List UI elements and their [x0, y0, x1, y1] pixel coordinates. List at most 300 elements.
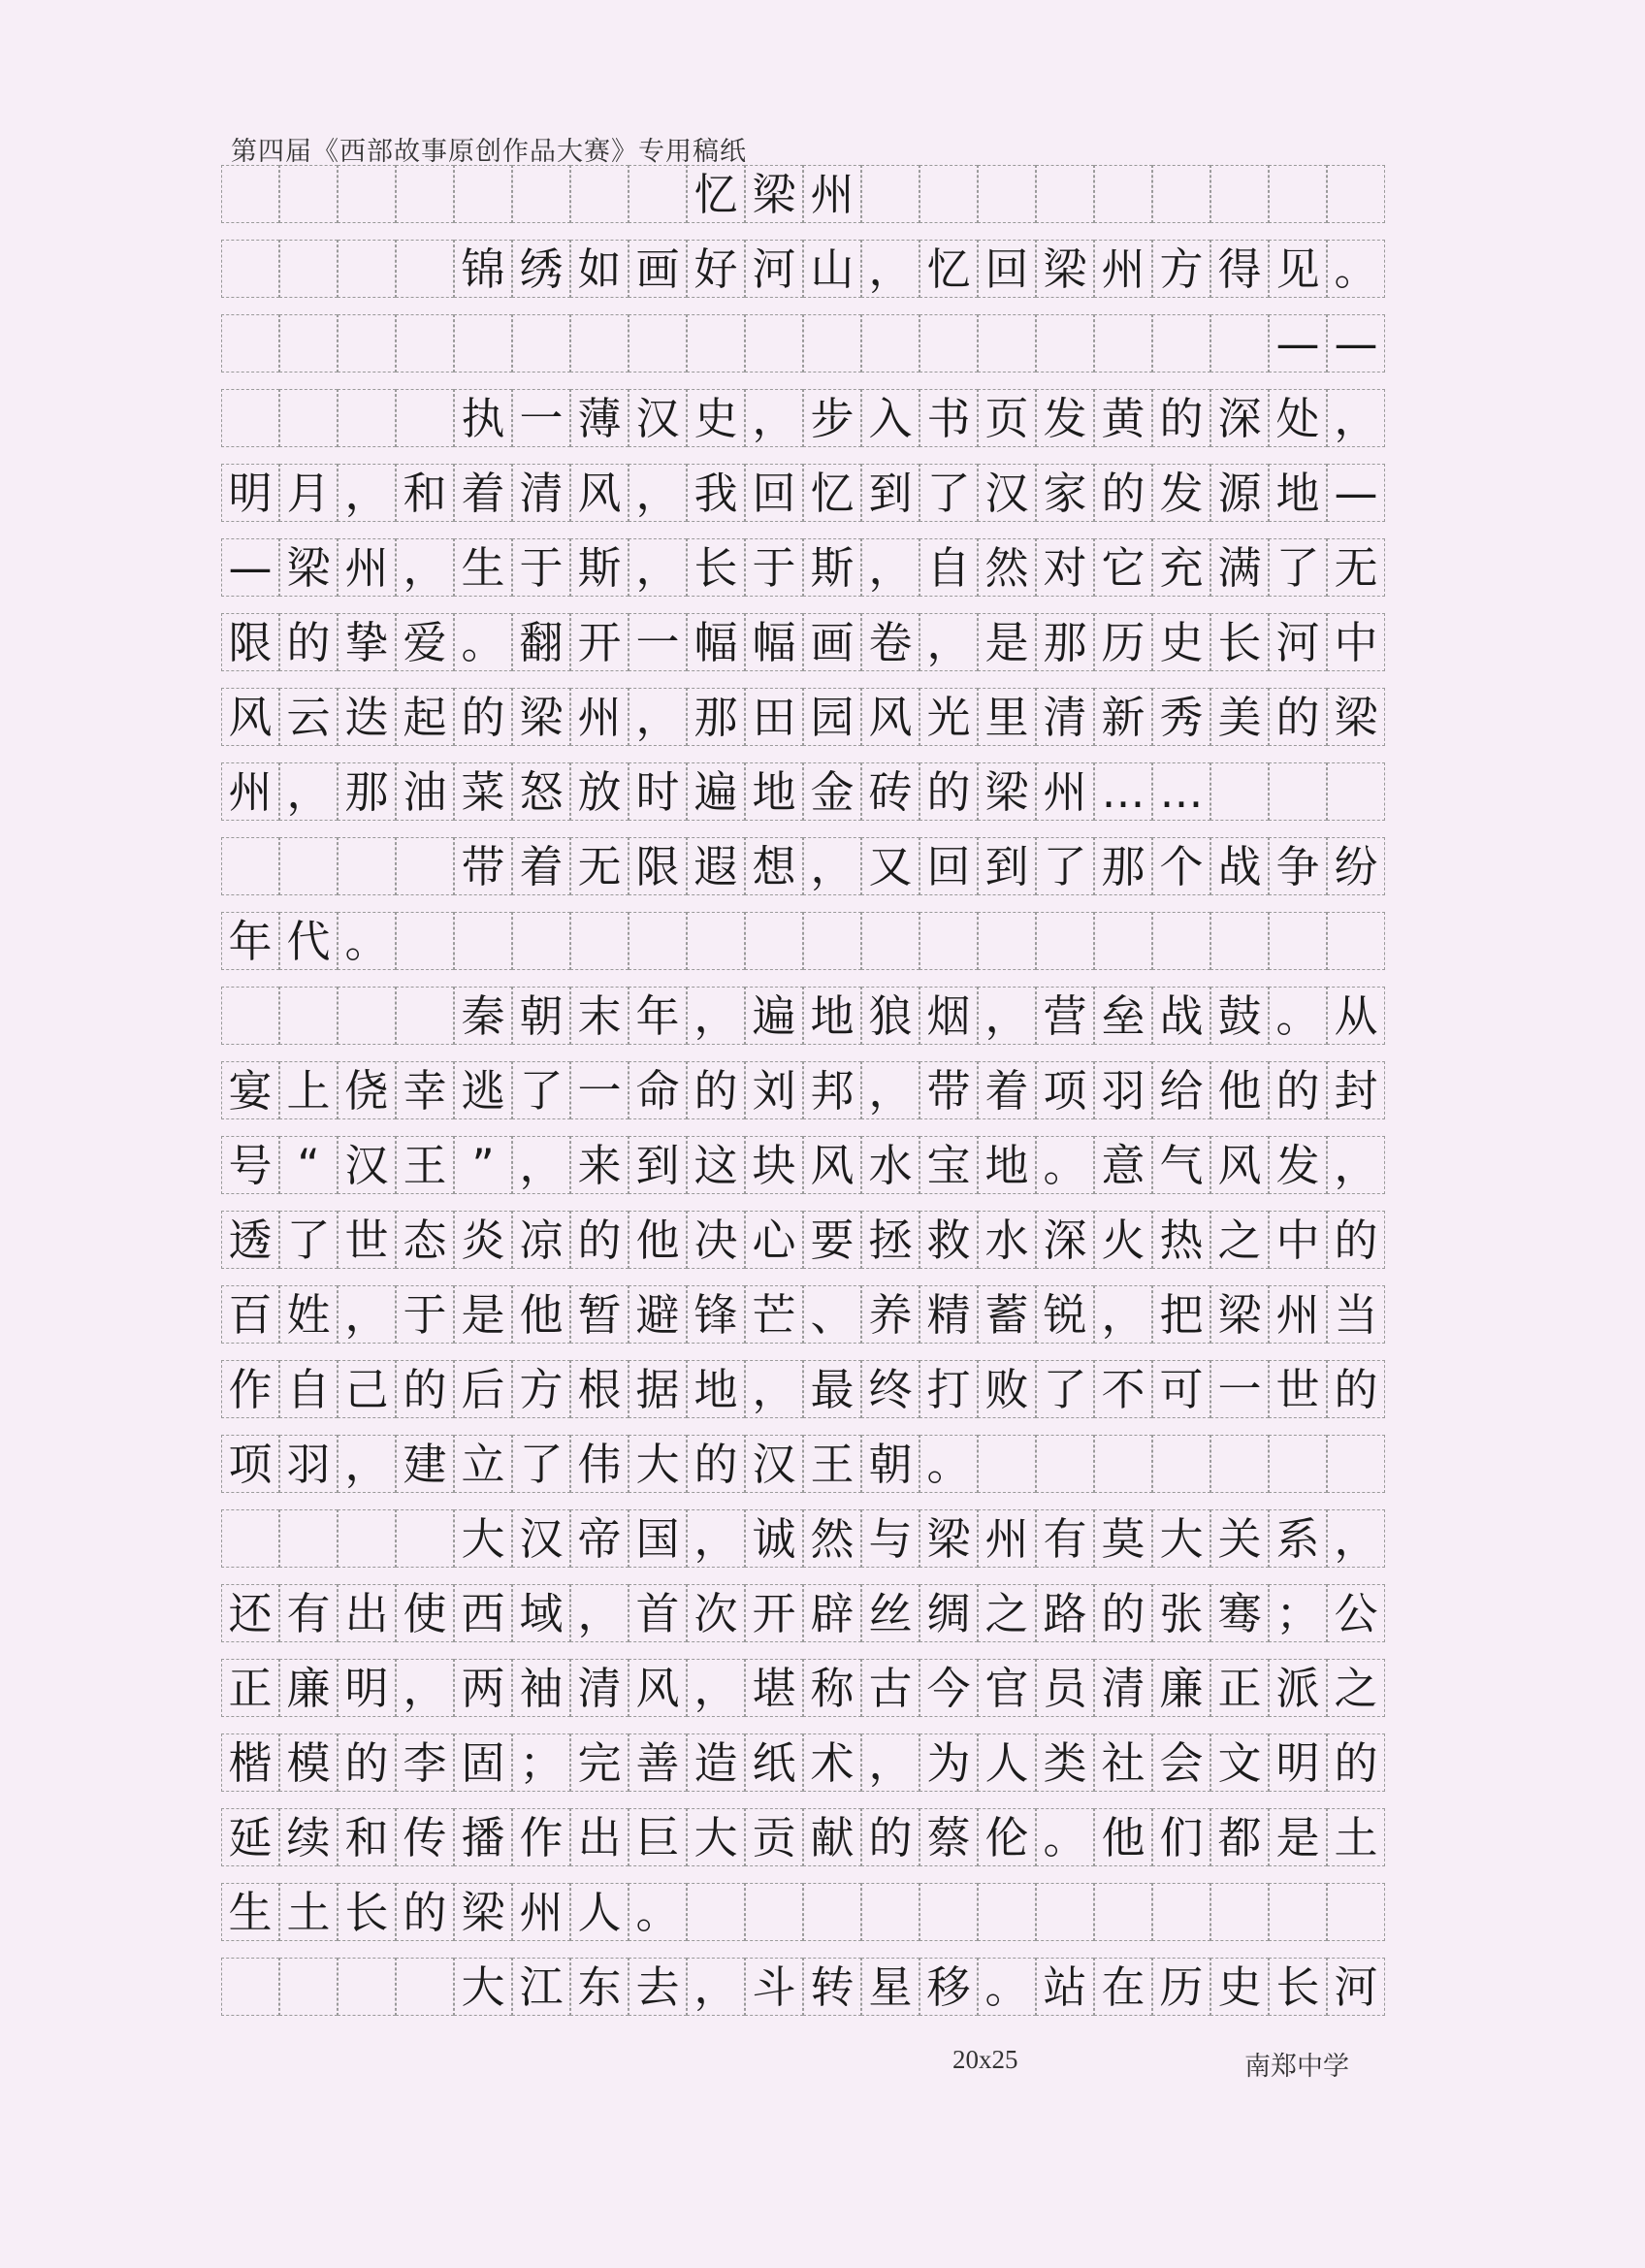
- grid-cell: 的: [861, 1808, 919, 1866]
- grid-cell: 代: [279, 912, 338, 970]
- grid-cell: 两: [454, 1659, 512, 1717]
- grid-cell: 自: [279, 1360, 338, 1418]
- grid-cell: 梁: [454, 1883, 512, 1941]
- grid-cell: 暂: [570, 1285, 629, 1344]
- grid-cell: [1152, 1435, 1210, 1493]
- grid-cell: 都: [1210, 1808, 1269, 1866]
- grid-cell: 丝: [861, 1584, 919, 1642]
- grid-cell: [861, 314, 919, 373]
- grid-cell: [745, 314, 803, 373]
- grid-cell: ，: [629, 688, 687, 746]
- grid-cell: 朝: [861, 1435, 919, 1493]
- grid-cell: [570, 314, 629, 373]
- grid-cell: 他: [512, 1285, 570, 1344]
- grid-cell: 袖: [512, 1659, 570, 1717]
- grid-cell: ，: [1327, 1136, 1385, 1194]
- grid-cell: 河: [1327, 1958, 1385, 2016]
- grid-cell: 云: [279, 688, 338, 746]
- grid-cell: 美: [1210, 688, 1269, 746]
- grid-cell: 砖: [861, 762, 919, 821]
- grid-cell: 在: [1094, 1958, 1152, 2016]
- grid-cell: 汉: [512, 1509, 570, 1568]
- grid-cell: 一: [1210, 1360, 1269, 1418]
- grid-cell: 历: [1094, 613, 1152, 671]
- grid-cell: 的: [279, 613, 338, 671]
- grid-cell: 带: [919, 1061, 978, 1119]
- grid-cell: 莫: [1094, 1509, 1152, 1568]
- grid-cell: [279, 1509, 338, 1568]
- grid-cell: 善: [629, 1733, 687, 1792]
- grid-cell: 汉: [978, 464, 1036, 522]
- grid-cell: [1210, 912, 1269, 970]
- grid-cell: ”: [454, 1136, 512, 1194]
- grid-cell: 蓄: [978, 1285, 1036, 1344]
- grid-cell: 蔡: [919, 1808, 978, 1866]
- grid-cell: 廉: [279, 1659, 338, 1717]
- grid-cell: 王: [396, 1136, 454, 1194]
- grid-cell: 步: [803, 389, 861, 447]
- grid-cell: 己: [338, 1360, 396, 1418]
- grid-cell: 的: [687, 1061, 745, 1119]
- grid-cell: 那: [338, 762, 396, 821]
- grid-cell: 纸: [745, 1733, 803, 1792]
- grid-cell: [1210, 762, 1269, 821]
- grid-cell: 、: [803, 1285, 861, 1344]
- grid-cell: [1152, 165, 1210, 223]
- grid-cell: [1269, 1435, 1327, 1493]
- grid-cell: 深: [1210, 389, 1269, 447]
- grid-cell: 州: [570, 688, 629, 746]
- grid-cell: 是: [454, 1285, 512, 1344]
- grid-cell: [861, 912, 919, 970]
- grid-cell: 的: [1327, 1211, 1385, 1269]
- grid-cell: [279, 987, 338, 1045]
- grid-cell: 羽: [279, 1435, 338, 1493]
- grid-cell: 系: [1269, 1509, 1327, 1568]
- grid-cell: 伟: [570, 1435, 629, 1493]
- grid-cell: 养: [861, 1285, 919, 1344]
- grid-cell: 楷: [221, 1733, 279, 1792]
- grid-cell: [570, 165, 629, 223]
- grid-cell: 东: [570, 1958, 629, 2016]
- grid-cell: 年: [629, 987, 687, 1045]
- grid-row: [221, 1659, 1385, 1717]
- grid-cell: 画: [629, 240, 687, 298]
- grid-cell: 羽: [1094, 1061, 1152, 1119]
- grid-cell: 精: [919, 1285, 978, 1344]
- grid-cell: 个: [1152, 837, 1210, 895]
- grid-cell: 迭: [338, 688, 396, 746]
- grid-cell: 生: [221, 1883, 279, 1941]
- grid-row: [221, 389, 1385, 447]
- grid-cell: 为: [919, 1733, 978, 1792]
- grid-cell: 开: [745, 1584, 803, 1642]
- grid-cell: 气: [1152, 1136, 1210, 1194]
- grid-row: [221, 1733, 1385, 1792]
- grid-cell: 锐: [1036, 1285, 1094, 1344]
- grid-cell: 州: [512, 1883, 570, 1941]
- grid-cell: 清: [512, 464, 570, 522]
- grid-cell: 的: [570, 1211, 629, 1269]
- grid-cell: 王: [803, 1435, 861, 1493]
- grid-cell: [687, 912, 745, 970]
- grid-cell: [803, 912, 861, 970]
- grid-cell: 遍: [745, 987, 803, 1045]
- grid-cell: ，: [396, 1659, 454, 1717]
- grid-cell: 州: [1269, 1285, 1327, 1344]
- grid-cell: 水: [861, 1136, 919, 1194]
- grid-cell: 传: [396, 1808, 454, 1866]
- grid-cell: [687, 314, 745, 373]
- grid-cell: 献: [803, 1808, 861, 1866]
- grid-cell: [978, 314, 1036, 373]
- grid-cell: [279, 389, 338, 447]
- grid-row: [221, 1958, 1385, 2016]
- grid-cell: 怒: [512, 762, 570, 821]
- grid-cell: 如: [570, 240, 629, 298]
- grid-cell: 方: [512, 1360, 570, 1418]
- grid-row: [221, 762, 1385, 821]
- grid-cell: 土: [1327, 1808, 1385, 1866]
- grid-cell: 的: [338, 1733, 396, 1792]
- grid-cell: [687, 1883, 745, 1941]
- grid-cell: 于: [396, 1285, 454, 1344]
- grid-cell: 于: [512, 538, 570, 597]
- grid-cell: 公: [1327, 1584, 1385, 1642]
- grid-cell: [1036, 1883, 1094, 1941]
- grid-cell: 刘: [745, 1061, 803, 1119]
- grid-cell: 派: [1269, 1659, 1327, 1717]
- grid-cell: 的: [1094, 1584, 1152, 1642]
- grid-cell: 明: [338, 1659, 396, 1717]
- grid-cell: 项: [221, 1435, 279, 1493]
- grid-cell: [1210, 1435, 1269, 1493]
- grid-cell: ，: [1094, 1285, 1152, 1344]
- grid-cell: 。: [1036, 1136, 1094, 1194]
- grid-cell: 块: [745, 1136, 803, 1194]
- grid-cell: 源: [1210, 464, 1269, 522]
- grid-cell: 造: [687, 1733, 745, 1792]
- grid-cell: 终: [861, 1360, 919, 1418]
- grid-cell: ，: [279, 762, 338, 821]
- grid-cell: 又: [861, 837, 919, 895]
- grid-cell: 明: [1269, 1733, 1327, 1792]
- grid-row: [221, 837, 1385, 895]
- grid-row: [221, 1285, 1385, 1344]
- grid-cell: 末: [570, 987, 629, 1045]
- grid-cell: [978, 912, 1036, 970]
- grid-cell: 方: [1152, 240, 1210, 298]
- grid-cell: 秀: [1152, 688, 1210, 746]
- grid-row: [221, 987, 1385, 1045]
- grid-cell: 的: [1152, 389, 1210, 447]
- grid-cell: [861, 1883, 919, 1941]
- grid-cell: 态: [396, 1211, 454, 1269]
- grid-cell: 梁: [745, 165, 803, 223]
- grid-cell: [338, 165, 396, 223]
- grid-cell: 画: [803, 613, 861, 671]
- grid-cell: 执: [454, 389, 512, 447]
- grid-cell: 长: [1269, 1958, 1327, 2016]
- grid-cell: [919, 314, 978, 373]
- grid-cell: 州: [803, 165, 861, 223]
- grid-cell: 张: [1152, 1584, 1210, 1642]
- grid-cell: ，: [629, 538, 687, 597]
- grid-cell: 去: [629, 1958, 687, 2016]
- grid-cell: 州: [978, 1509, 1036, 1568]
- grid-cell: 给: [1152, 1061, 1210, 1119]
- grid-cell: 的: [1269, 1061, 1327, 1119]
- grid-cell: 汉: [338, 1136, 396, 1194]
- grid-cell: 汉: [745, 1435, 803, 1493]
- grid-cell: 然: [803, 1509, 861, 1568]
- grid-cell: 得: [1210, 240, 1269, 298]
- grid-cell: [919, 165, 978, 223]
- grid-cell: 这: [687, 1136, 745, 1194]
- grid-cell: 人: [978, 1733, 1036, 1792]
- grid-row: [221, 1435, 1385, 1493]
- grid-cell: 称: [803, 1659, 861, 1717]
- grid-cell: 转: [803, 1958, 861, 2016]
- grid-cell: ，: [1327, 389, 1385, 447]
- grid-cell: [1327, 165, 1385, 223]
- grid-cell: 员: [1036, 1659, 1094, 1717]
- grid-cell: 争: [1269, 837, 1327, 895]
- grid-cell: 号: [221, 1136, 279, 1194]
- grid-cell: 发: [1152, 464, 1210, 522]
- grid-cell: 和: [396, 464, 454, 522]
- grid-cell: 和: [338, 1808, 396, 1866]
- grid-cell: 自: [919, 538, 978, 597]
- grid-cell: 的: [1327, 1733, 1385, 1792]
- grid-cell: 深: [1036, 1211, 1094, 1269]
- grid-cell: 伦: [978, 1808, 1036, 1866]
- grid-cell: 是: [978, 613, 1036, 671]
- grid-cell: 水: [978, 1211, 1036, 1269]
- grid-cell: 西: [454, 1584, 512, 1642]
- grid-cell: 之: [1327, 1659, 1385, 1717]
- grid-cell: 明: [221, 464, 279, 522]
- grid-cell: 上: [279, 1061, 338, 1119]
- grid-cell: 他: [629, 1211, 687, 1269]
- grid-cell: 金: [803, 762, 861, 821]
- grid-cell: [279, 837, 338, 895]
- grid-cell: 堪: [745, 1659, 803, 1717]
- grid-cell: 了: [1269, 538, 1327, 597]
- grid-cell: 挚: [338, 613, 396, 671]
- grid-cell: [396, 314, 454, 373]
- grid-cell: 风: [629, 1659, 687, 1717]
- grid-cell: [454, 165, 512, 223]
- grid-cell: [221, 314, 279, 373]
- grid-cell: [803, 314, 861, 373]
- grid-cell: 当: [1327, 1285, 1385, 1344]
- grid-cell: 他: [1210, 1061, 1269, 1119]
- grid-cell: 战: [1210, 837, 1269, 895]
- grid-spec-label: 20x25: [952, 2045, 1018, 2074]
- grid-cell: 作: [512, 1808, 570, 1866]
- grid-cell: ，: [570, 1584, 629, 1642]
- grid-cell: 想: [745, 837, 803, 895]
- grid-cell: 充: [1152, 538, 1210, 597]
- grid-cell: 清: [570, 1659, 629, 1717]
- grid-cell: 纷: [1327, 837, 1385, 895]
- grid-cell: 之: [978, 1584, 1036, 1642]
- grid-cell: 战: [1152, 987, 1210, 1045]
- grid-cell: 回: [919, 837, 978, 895]
- grid-row: [221, 1883, 1385, 1941]
- grid-cell: ，: [338, 464, 396, 522]
- grid-cell: 官: [978, 1659, 1036, 1717]
- grid-cell: 正: [1210, 1659, 1269, 1717]
- grid-cell: 大: [454, 1509, 512, 1568]
- grid-cell: ，: [687, 1659, 745, 1717]
- grid-cell: 斯: [803, 538, 861, 597]
- grid-cell: 逃: [454, 1061, 512, 1119]
- grid-cell: [396, 837, 454, 895]
- grid-cell: 生: [454, 538, 512, 597]
- grid-cell: [279, 1958, 338, 2016]
- grid-cell: —: [1269, 314, 1327, 373]
- grid-cell: [1327, 1435, 1385, 1493]
- grid-cell: 锋: [687, 1285, 745, 1344]
- grid-cell: 到: [978, 837, 1036, 895]
- grid-cell: 州: [221, 762, 279, 821]
- grid-cell: 根: [570, 1360, 629, 1418]
- grid-cell: [1094, 1883, 1152, 1941]
- grid-cell: [1327, 762, 1385, 821]
- grid-cell: 域: [512, 1584, 570, 1642]
- grid-cell: 还: [221, 1584, 279, 1642]
- grid-cell: 的: [1327, 1360, 1385, 1418]
- grid-row: [221, 1360, 1385, 1418]
- grid-cell: 无: [570, 837, 629, 895]
- grid-cell: 站: [1036, 1958, 1094, 2016]
- grid-cell: 热: [1152, 1211, 1210, 1269]
- grid-cell: [745, 1883, 803, 1941]
- grid-cell: 梁: [919, 1509, 978, 1568]
- grid-cell: [1269, 1883, 1327, 1941]
- grid-cell: [629, 165, 687, 223]
- grid-cell: 的: [396, 1883, 454, 1941]
- grid-cell: 营: [1036, 987, 1094, 1045]
- grid-cell: [861, 165, 919, 223]
- grid-cell: 梁: [978, 762, 1036, 821]
- grid-cell: 山: [803, 240, 861, 298]
- grid-cell: 发: [1036, 389, 1094, 447]
- grid-cell: ，: [803, 837, 861, 895]
- grid-cell: [978, 1883, 1036, 1941]
- grid-cell: 页: [978, 389, 1036, 447]
- grid-cell: 模: [279, 1733, 338, 1792]
- grid-cell: 大: [629, 1435, 687, 1493]
- grid-cell: 的: [919, 762, 978, 821]
- grid-cell: 州: [338, 538, 396, 597]
- grid-cell: 忆: [687, 165, 745, 223]
- grid-cell: 里: [978, 688, 1036, 746]
- grid-cell: 幅: [745, 613, 803, 671]
- grid-cell: 清: [1036, 688, 1094, 746]
- grid-cell: [338, 240, 396, 298]
- grid-cell: [279, 240, 338, 298]
- grid-cell: 我: [687, 464, 745, 522]
- grid-cell: 不: [1094, 1360, 1152, 1418]
- grid-cell: 立: [454, 1435, 512, 1493]
- grid-cell: 开: [570, 613, 629, 671]
- grid-cell: 斯: [570, 538, 629, 597]
- grid-cell: 。: [454, 613, 512, 671]
- grid-cell: 世: [338, 1211, 396, 1269]
- grid-cell: 梁: [279, 538, 338, 597]
- grid-cell: 忆: [803, 464, 861, 522]
- grid-cell: 正: [221, 1659, 279, 1717]
- grid-cell: [221, 389, 279, 447]
- grid-cell: 们: [1152, 1808, 1210, 1866]
- grid-cell: 长: [338, 1883, 396, 1941]
- grid-row: [221, 1061, 1385, 1119]
- grid-cell: 史: [1210, 1958, 1269, 2016]
- grid-cell: [279, 314, 338, 373]
- grid-cell: [803, 1883, 861, 1941]
- grid-cell: …: [1152, 762, 1210, 821]
- grid-cell: 出: [570, 1808, 629, 1866]
- grid-cell: 侥: [338, 1061, 396, 1119]
- grid-cell: [221, 837, 279, 895]
- grid-cell: 年: [221, 912, 279, 970]
- grid-cell: 从: [1327, 987, 1385, 1045]
- grid-cell: 完: [570, 1733, 629, 1792]
- grid-cell: 见: [1269, 240, 1327, 298]
- grid-cell: 秦: [454, 987, 512, 1045]
- grid-cell: [1094, 912, 1152, 970]
- grid-row: [221, 1584, 1385, 1642]
- grid-cell: ，: [978, 987, 1036, 1045]
- grid-cell: ，: [629, 464, 687, 522]
- grid-cell: 。: [1327, 240, 1385, 298]
- grid-cell: [221, 987, 279, 1045]
- grid-cell: ；: [512, 1733, 570, 1792]
- grid-cell: 菜: [454, 762, 512, 821]
- grid-row: [221, 1136, 1385, 1194]
- grid-cell: 败: [978, 1360, 1036, 1418]
- grid-cell: 绣: [512, 240, 570, 298]
- grid-cell: 出: [338, 1584, 396, 1642]
- grid-cell: [396, 1509, 454, 1568]
- grid-cell: 梁: [1036, 240, 1094, 298]
- grid-cell: 。: [1036, 1808, 1094, 1866]
- grid-cell: ，: [1327, 1509, 1385, 1568]
- grid-cell: 路: [1036, 1584, 1094, 1642]
- grid-cell: 宴: [221, 1061, 279, 1119]
- grid-cell: 来: [570, 1136, 629, 1194]
- grid-cell: [629, 314, 687, 373]
- grid-cell: 大: [687, 1808, 745, 1866]
- grid-cell: 长: [1210, 613, 1269, 671]
- grid-cell: 垒: [1094, 987, 1152, 1045]
- grid-cell: [1036, 314, 1094, 373]
- grid-cell: 透: [221, 1211, 279, 1269]
- grid-cell: 巨: [629, 1808, 687, 1866]
- grid-cell: 次: [687, 1584, 745, 1642]
- grid-cell: 忆: [919, 240, 978, 298]
- grid-cell: 中: [1327, 613, 1385, 671]
- grid-cell: 家: [1036, 464, 1094, 522]
- grid-cell: 发: [1269, 1136, 1327, 1194]
- grid-cell: 救: [919, 1211, 978, 1269]
- grid-row: [221, 912, 1385, 970]
- grid-cell: 时: [629, 762, 687, 821]
- grid-cell: 炎: [454, 1211, 512, 1269]
